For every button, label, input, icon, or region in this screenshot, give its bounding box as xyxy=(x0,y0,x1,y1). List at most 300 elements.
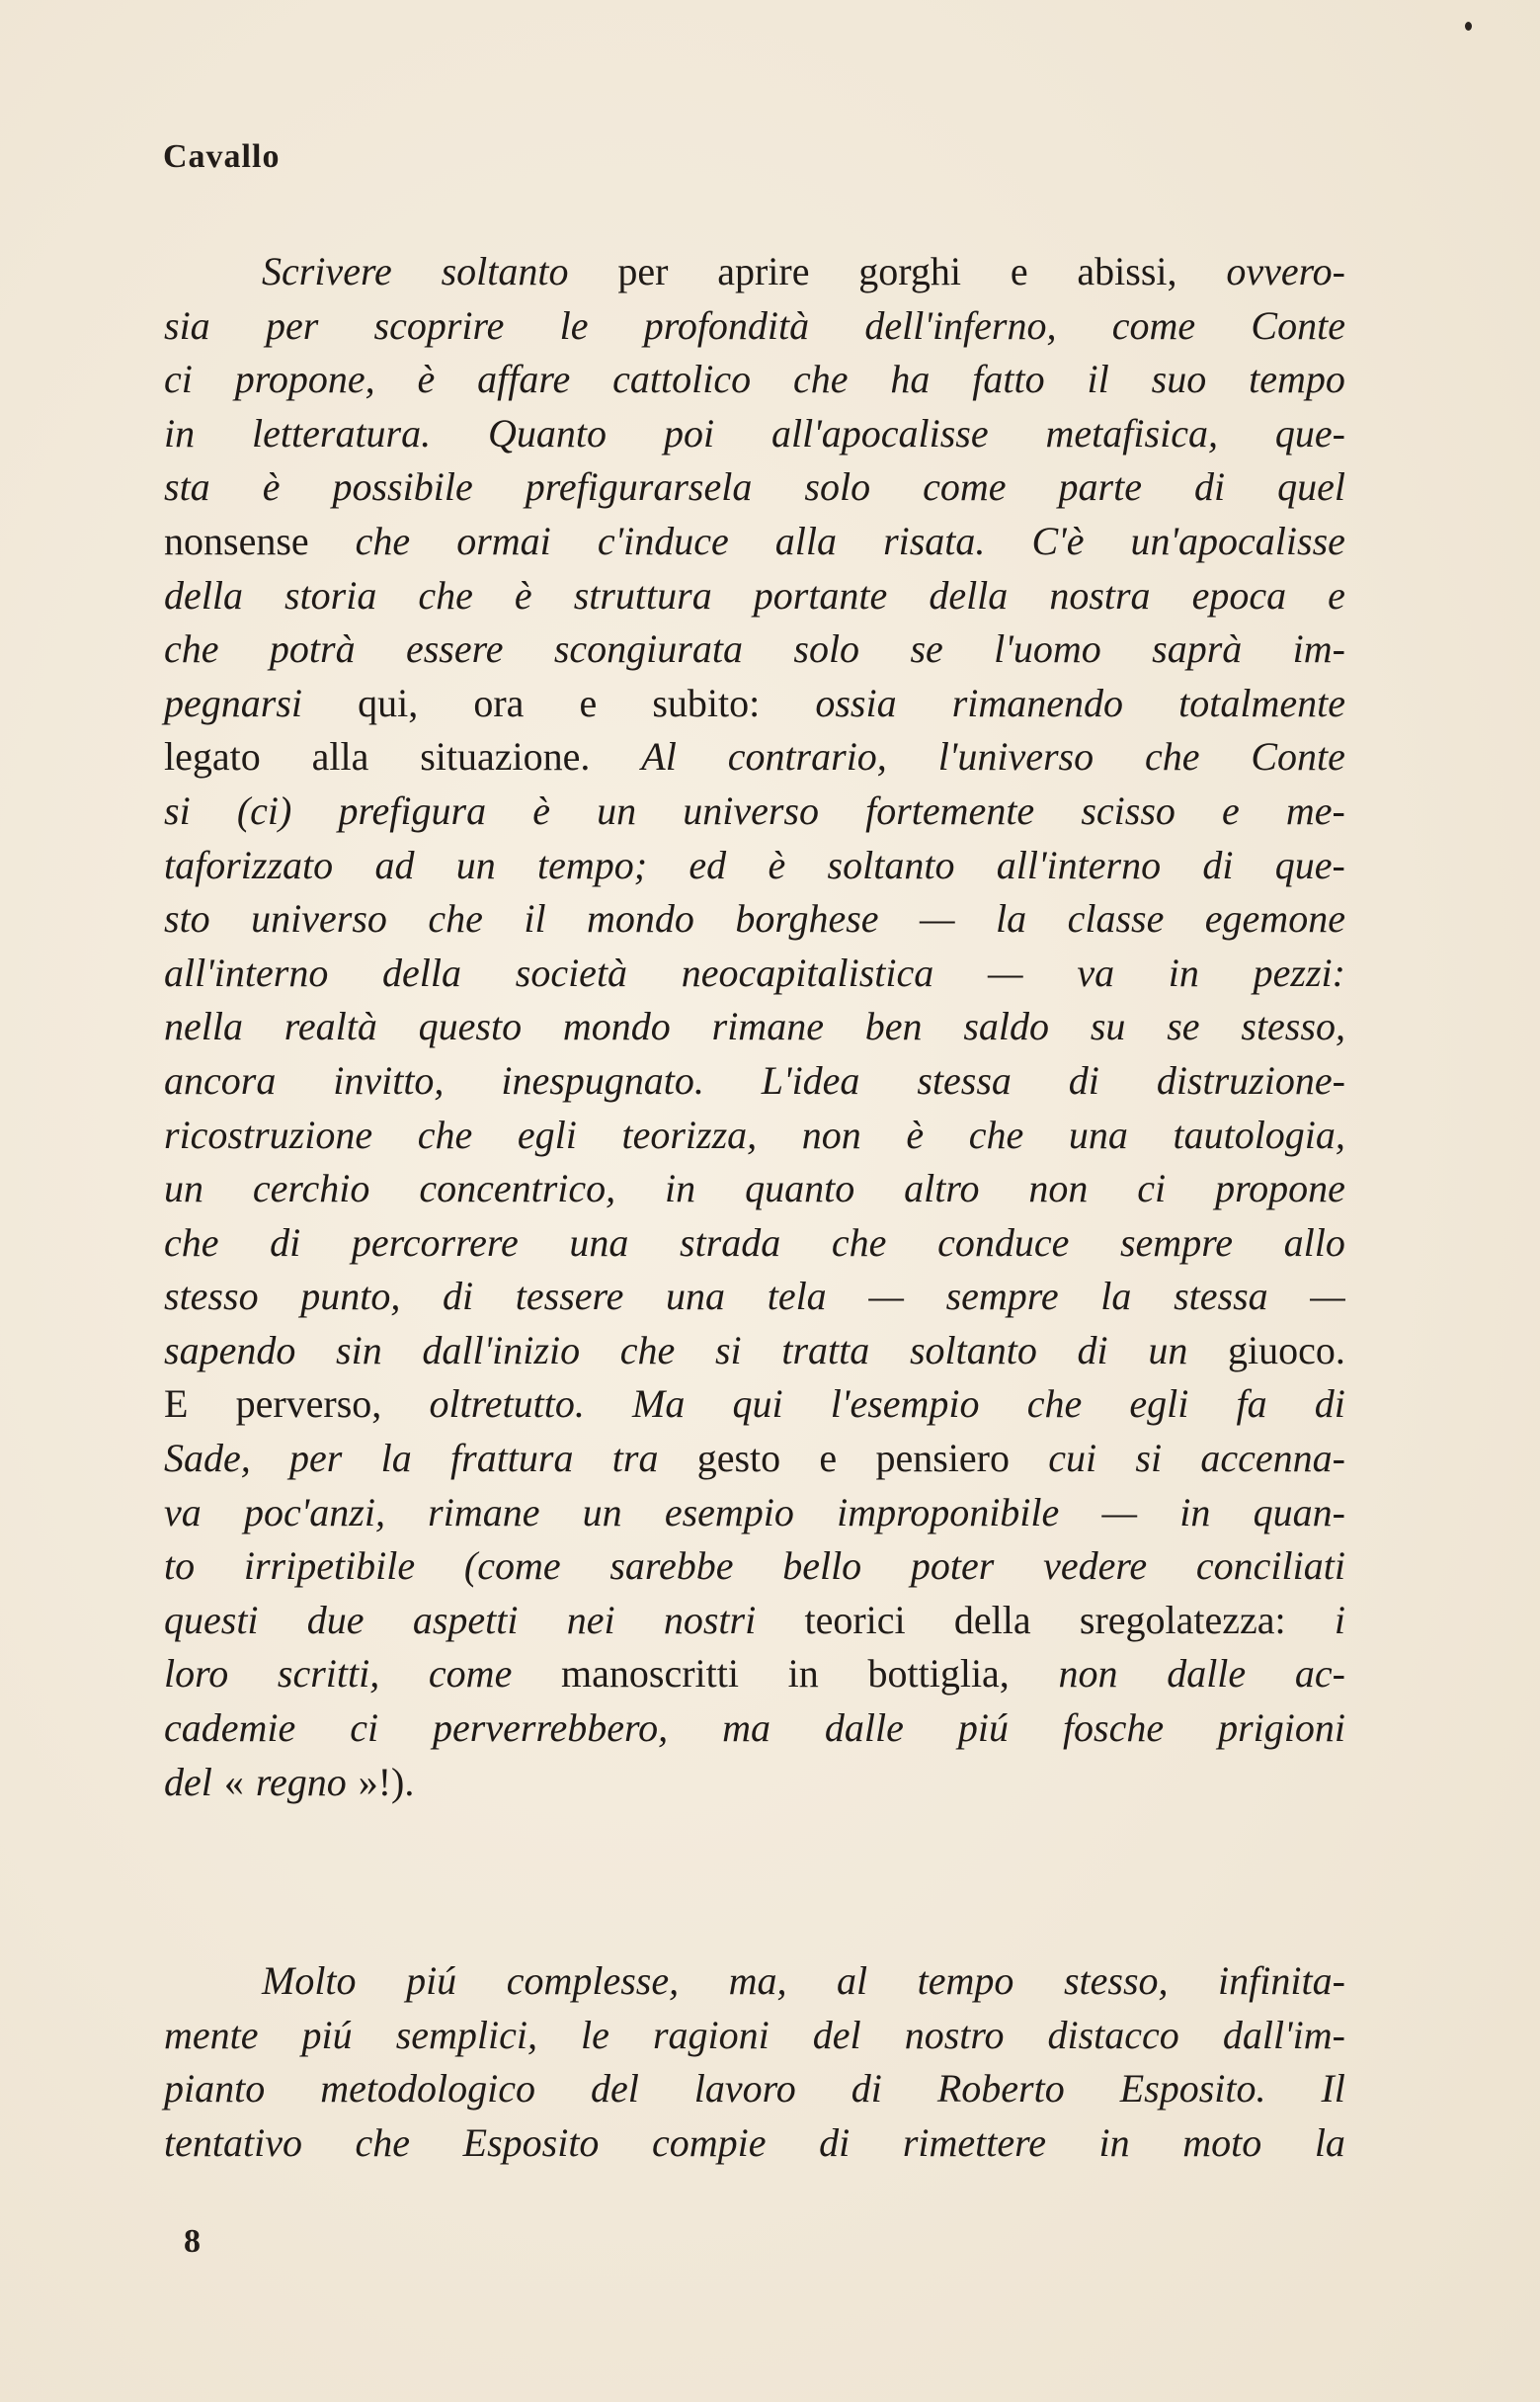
text-line xyxy=(164,677,1345,731)
word: que- xyxy=(1274,410,1345,456)
word: e xyxy=(1328,572,1345,618)
word: che xyxy=(164,626,219,672)
word: nella xyxy=(164,1004,243,1049)
word: di xyxy=(1068,1057,1099,1103)
word: epoca xyxy=(1191,572,1287,618)
word: di xyxy=(1193,464,1226,510)
word: piú xyxy=(957,1705,1009,1751)
word: che xyxy=(1026,1381,1083,1427)
text-line xyxy=(164,1539,1345,1594)
word: percorrere xyxy=(351,1219,519,1265)
word: del xyxy=(164,1759,212,1804)
word: ed xyxy=(689,842,727,887)
word: in xyxy=(1098,2119,1130,2165)
word: lavoro xyxy=(693,2066,796,2112)
word: borghese xyxy=(735,896,879,942)
word: Il xyxy=(1321,2066,1345,2112)
word: dall'inizio xyxy=(422,1327,581,1372)
text-line xyxy=(164,1377,1345,1432)
running-head: Cavallo xyxy=(163,138,281,175)
word: un xyxy=(597,787,637,833)
word: stessa xyxy=(917,1057,1012,1103)
word: pezzi: xyxy=(1253,950,1345,995)
word: aspetti xyxy=(412,1597,519,1642)
word: dalle xyxy=(824,1705,904,1751)
text-line xyxy=(164,515,1345,569)
word: in xyxy=(1179,1489,1211,1534)
word: propone, xyxy=(234,357,375,402)
word: metodologico xyxy=(320,2066,535,2112)
word: pensiero xyxy=(875,1436,1010,1481)
word: metafisica, xyxy=(1045,410,1218,456)
word: cademie xyxy=(164,1705,296,1751)
word: cattolico xyxy=(612,357,752,402)
word: è xyxy=(768,842,786,887)
word: della xyxy=(382,950,462,995)
word: loro xyxy=(164,1651,229,1697)
word: dalle xyxy=(1167,1651,1247,1697)
word: Ma xyxy=(632,1381,686,1427)
word: nonsense xyxy=(164,518,309,563)
word: un'apocalisse xyxy=(1130,518,1345,563)
word: ricostruzione xyxy=(164,1112,373,1157)
word: sapendo xyxy=(164,1327,296,1372)
word: rimanendo xyxy=(951,680,1124,725)
paragraph-1 xyxy=(164,245,1345,1809)
text-line xyxy=(164,839,1345,893)
word: nostro xyxy=(904,2012,1005,2057)
text-line xyxy=(164,947,1345,1001)
word: si xyxy=(164,787,191,833)
word: non xyxy=(1028,1166,1089,1211)
word: del xyxy=(590,2066,639,2112)
word: stessa xyxy=(1174,1274,1268,1319)
word: va xyxy=(1077,950,1115,995)
word: — xyxy=(1101,1489,1138,1534)
word: la xyxy=(996,896,1027,942)
word: per xyxy=(289,1436,343,1481)
word: si xyxy=(714,1327,742,1372)
word: situazione. xyxy=(420,734,591,780)
text-line xyxy=(164,569,1345,623)
word: i xyxy=(1334,1597,1345,1642)
word: ma, xyxy=(728,1958,787,2003)
word: una xyxy=(569,1219,629,1265)
word: ad xyxy=(374,842,415,887)
word: propone xyxy=(1215,1166,1345,1211)
word: stesso, xyxy=(1063,1958,1169,2003)
word: suo xyxy=(1151,357,1207,402)
word: che xyxy=(418,572,473,618)
word: al xyxy=(837,1958,868,2003)
word: ragioni xyxy=(652,2012,770,2057)
word: ac- xyxy=(1294,1651,1345,1697)
page-number: 8 xyxy=(184,2223,201,2260)
word: ben xyxy=(864,1004,923,1049)
word: compie xyxy=(652,2119,767,2165)
word: tautologia, xyxy=(1173,1112,1345,1157)
word: improponibile xyxy=(837,1489,1060,1534)
word: prefigura xyxy=(338,787,487,833)
word: soltanto xyxy=(827,842,955,887)
word: che xyxy=(792,357,849,402)
word: cui xyxy=(1048,1436,1097,1481)
word: classe xyxy=(1067,896,1165,942)
text-line xyxy=(164,1324,1345,1378)
word: sia xyxy=(164,302,210,348)
word: saprà xyxy=(1152,626,1243,672)
word: possibile xyxy=(332,464,473,510)
text-line xyxy=(164,1054,1345,1109)
text-line xyxy=(164,1000,1345,1054)
word: di xyxy=(1202,842,1234,887)
word: quan- xyxy=(1253,1489,1345,1534)
word: il xyxy=(1087,357,1109,402)
word: una xyxy=(1068,1112,1128,1157)
word: universo xyxy=(251,896,387,942)
word: egli xyxy=(1129,1381,1189,1427)
word: piú xyxy=(406,1958,457,2003)
word: la xyxy=(1314,2119,1345,2165)
word: (come xyxy=(463,1543,561,1589)
word: bottiglia, xyxy=(867,1651,1010,1697)
word: scoprire xyxy=(373,302,505,348)
word: gorghi xyxy=(858,249,961,293)
word: — xyxy=(1310,1274,1345,1319)
word: inespugnato. xyxy=(501,1057,704,1103)
word: parte xyxy=(1058,464,1142,510)
word: la xyxy=(1100,1274,1132,1319)
word: L'idea xyxy=(761,1057,860,1103)
word: per xyxy=(265,302,319,348)
word: l'uomo xyxy=(994,626,1101,672)
word: all'apocalisse xyxy=(770,410,989,456)
text-line xyxy=(164,2009,1345,2063)
text-line xyxy=(164,460,1345,515)
word: rimettere xyxy=(902,2119,1046,2165)
word: si xyxy=(1135,1436,1163,1481)
word: distruzione- xyxy=(1156,1057,1345,1103)
word: quanto xyxy=(745,1166,855,1211)
word: vedere xyxy=(1043,1543,1148,1589)
word: frattura xyxy=(450,1436,574,1481)
word: essere xyxy=(405,626,504,672)
word: cerchio xyxy=(252,1166,370,1211)
word: non xyxy=(801,1112,861,1157)
text-line xyxy=(164,2116,1345,2171)
word: in xyxy=(787,1651,819,1697)
word: se xyxy=(910,626,943,672)
word: prigioni xyxy=(1218,1705,1345,1751)
word: realtà xyxy=(284,1004,377,1049)
word: di xyxy=(851,2066,882,2112)
word: pianto xyxy=(164,2066,266,2112)
word: »!). xyxy=(358,1759,415,1804)
word: in xyxy=(1168,950,1199,995)
word: storia xyxy=(284,572,377,618)
word: Conte xyxy=(1251,302,1345,348)
word: solo xyxy=(793,626,860,672)
word: di xyxy=(270,1219,301,1265)
word: dell'inferno, xyxy=(864,302,1057,348)
word: tela xyxy=(767,1274,827,1319)
text-line xyxy=(164,785,1345,839)
word: distacco xyxy=(1047,2012,1179,2057)
word: all'interno xyxy=(996,842,1162,887)
word: e xyxy=(1222,787,1240,833)
word: teorizza, xyxy=(621,1112,758,1157)
word: moto xyxy=(1182,2119,1262,2165)
word: rimane xyxy=(428,1489,540,1534)
word: che xyxy=(619,1327,676,1372)
word: poc'anzi, xyxy=(243,1489,385,1534)
word: come xyxy=(923,464,1007,510)
word: Conte xyxy=(1251,734,1345,780)
word: sin xyxy=(336,1327,382,1372)
word: ancora xyxy=(164,1057,277,1103)
text-line xyxy=(164,1216,1345,1271)
word: ossia xyxy=(815,680,897,725)
word: della xyxy=(929,572,1009,618)
word: Al xyxy=(641,734,677,780)
text-line xyxy=(164,1594,1345,1648)
ink-speck xyxy=(1465,22,1472,31)
word: allo xyxy=(1283,1219,1345,1265)
word: un xyxy=(455,842,496,887)
word: sarebbe xyxy=(609,1543,734,1589)
word: ma xyxy=(722,1705,770,1751)
word: im- xyxy=(1292,626,1345,672)
word: tempo xyxy=(917,1958,1014,2003)
word: su xyxy=(1090,1004,1126,1049)
word: Roberto xyxy=(936,2066,1065,2112)
word: bello xyxy=(782,1543,862,1589)
word: nei xyxy=(566,1597,615,1642)
word: que- xyxy=(1274,842,1345,887)
word: regno xyxy=(255,1759,347,1804)
word: rimane xyxy=(711,1004,824,1049)
word: fortemente xyxy=(865,787,1035,833)
word: gesto xyxy=(696,1436,781,1481)
word: in xyxy=(164,410,196,456)
word: contrario, xyxy=(727,734,887,780)
word: « xyxy=(223,1759,244,1804)
word: scongiurata xyxy=(553,626,743,672)
word: strada xyxy=(680,1219,781,1265)
text-line xyxy=(164,1486,1345,1540)
word: potrà xyxy=(269,626,356,672)
word: società xyxy=(515,950,628,995)
word: le xyxy=(559,302,589,348)
word: fosche xyxy=(1062,1705,1165,1751)
word: taforizzato xyxy=(164,842,334,887)
word: del xyxy=(812,2012,861,2057)
word: perverrebbero, xyxy=(433,1705,669,1751)
word: che xyxy=(428,896,483,942)
word: tempo xyxy=(1249,357,1345,402)
word: se xyxy=(1167,1004,1200,1049)
word: un xyxy=(582,1489,622,1534)
word: che xyxy=(355,2119,411,2165)
word: dall'im- xyxy=(1222,2012,1345,2057)
text-line xyxy=(164,1701,1345,1756)
word: pegnarsi xyxy=(164,680,302,725)
word: un xyxy=(1148,1327,1188,1372)
word: che xyxy=(417,1112,473,1157)
word: che xyxy=(1144,734,1200,780)
word: Esposito xyxy=(462,2119,600,2165)
word: poter xyxy=(910,1543,995,1589)
text-line xyxy=(164,1954,1345,2009)
word: in xyxy=(665,1166,696,1211)
text-line xyxy=(164,1109,1345,1163)
word: complesse, xyxy=(506,1958,680,2003)
word: questo xyxy=(418,1004,523,1049)
word: Molto xyxy=(262,1958,357,2003)
text-line xyxy=(164,1162,1345,1216)
word: l'esempio xyxy=(830,1381,980,1427)
text-line xyxy=(164,1647,1345,1701)
word: qui xyxy=(732,1381,783,1427)
word: accenna- xyxy=(1200,1436,1345,1481)
word: egli xyxy=(517,1112,577,1157)
word: e xyxy=(819,1436,838,1481)
word: alla xyxy=(774,518,838,563)
word: universo xyxy=(683,787,819,833)
word: ci xyxy=(164,357,193,402)
word: l'universo xyxy=(937,734,1094,780)
word: Scrivere xyxy=(262,249,392,293)
word: tentativo xyxy=(164,2119,302,2165)
word: mente xyxy=(164,2012,259,2057)
word: — xyxy=(988,950,1023,995)
word: ovvero- xyxy=(1226,249,1345,293)
word: E xyxy=(164,1381,189,1427)
word: conduce xyxy=(937,1219,1070,1265)
word: come xyxy=(1111,302,1196,348)
word: punto, xyxy=(300,1274,401,1319)
word: tempo; xyxy=(537,842,648,887)
text-line xyxy=(164,1432,1345,1486)
word: sregolatezza: xyxy=(1079,1597,1286,1642)
word: tratta xyxy=(781,1327,870,1372)
word: infinita- xyxy=(1218,1958,1345,2003)
word: esempio xyxy=(664,1489,794,1534)
word: fatto xyxy=(972,357,1045,402)
word: è xyxy=(262,464,281,510)
word: tessere xyxy=(515,1274,624,1319)
word: — xyxy=(919,896,955,942)
text-line xyxy=(164,622,1345,677)
word: è xyxy=(532,787,550,833)
word: che xyxy=(968,1112,1024,1157)
word: sempre xyxy=(1119,1219,1234,1265)
word: all'interno xyxy=(164,950,329,995)
word: che xyxy=(164,1219,219,1265)
word: prefigurarsela xyxy=(525,464,753,510)
word: che xyxy=(831,1219,887,1265)
text-line xyxy=(164,245,1345,299)
word: ci xyxy=(350,1705,379,1751)
word: nostra xyxy=(1049,572,1151,618)
word: abissi, xyxy=(1077,249,1177,293)
word: poi xyxy=(663,410,715,456)
word: due xyxy=(306,1597,365,1642)
word: di xyxy=(443,1274,474,1319)
word: che xyxy=(355,518,411,563)
word: fa xyxy=(1236,1381,1267,1427)
word: quel xyxy=(1277,464,1345,510)
word: subito: xyxy=(652,680,761,725)
text-line xyxy=(164,730,1345,785)
word: nostri xyxy=(663,1597,757,1642)
word: tra xyxy=(611,1436,659,1481)
word: di xyxy=(1314,1381,1345,1427)
word: ha xyxy=(890,357,931,402)
word: e xyxy=(579,680,598,725)
word: piú xyxy=(301,2012,353,2057)
word: un xyxy=(164,1166,203,1211)
word: invitto, xyxy=(333,1057,445,1103)
word: aprire xyxy=(717,249,810,293)
word: me- xyxy=(1285,787,1345,833)
word: sempre xyxy=(945,1274,1059,1319)
word: neocapitalistica xyxy=(681,950,934,995)
word: non xyxy=(1058,1651,1118,1697)
word: di xyxy=(1077,1327,1108,1372)
word: va xyxy=(164,1489,202,1534)
word: legato xyxy=(164,734,261,780)
word: la xyxy=(380,1436,412,1481)
word: struttura xyxy=(573,572,712,618)
word: di xyxy=(819,2119,851,2165)
word: portante xyxy=(753,572,888,618)
word: stesso xyxy=(164,1274,259,1319)
word: ci xyxy=(1137,1166,1167,1211)
word: altro xyxy=(904,1166,980,1211)
word: risata. xyxy=(883,518,986,563)
word: stesso, xyxy=(1241,1004,1345,1049)
word: soltanto xyxy=(441,249,569,293)
text-line xyxy=(164,353,1345,407)
word: della xyxy=(164,572,243,618)
word: ormai xyxy=(456,518,551,563)
word: c'induce xyxy=(597,518,729,563)
word: manoscritti xyxy=(561,1651,739,1697)
text-line xyxy=(164,1270,1345,1324)
word: scisso xyxy=(1081,787,1175,833)
word: semplici, xyxy=(395,2012,538,2057)
text-line xyxy=(164,892,1345,947)
word: Esposito. xyxy=(1119,2066,1266,2112)
word: una xyxy=(666,1274,726,1319)
word: egemone xyxy=(1204,896,1345,942)
word: qui, xyxy=(358,680,419,725)
word: è xyxy=(514,572,532,618)
word: profondità xyxy=(643,302,810,348)
word: giuoco. xyxy=(1228,1327,1345,1372)
word: sto xyxy=(164,896,210,942)
word: mondo xyxy=(562,1004,671,1049)
text-line xyxy=(164,299,1345,354)
word: scritti, xyxy=(277,1651,380,1697)
word: alla xyxy=(311,734,369,780)
text-line xyxy=(164,407,1345,461)
word: conciliati xyxy=(1195,1543,1345,1589)
word: per xyxy=(617,249,669,293)
word: mondo xyxy=(587,896,694,942)
word: irripetibile xyxy=(243,1543,416,1589)
